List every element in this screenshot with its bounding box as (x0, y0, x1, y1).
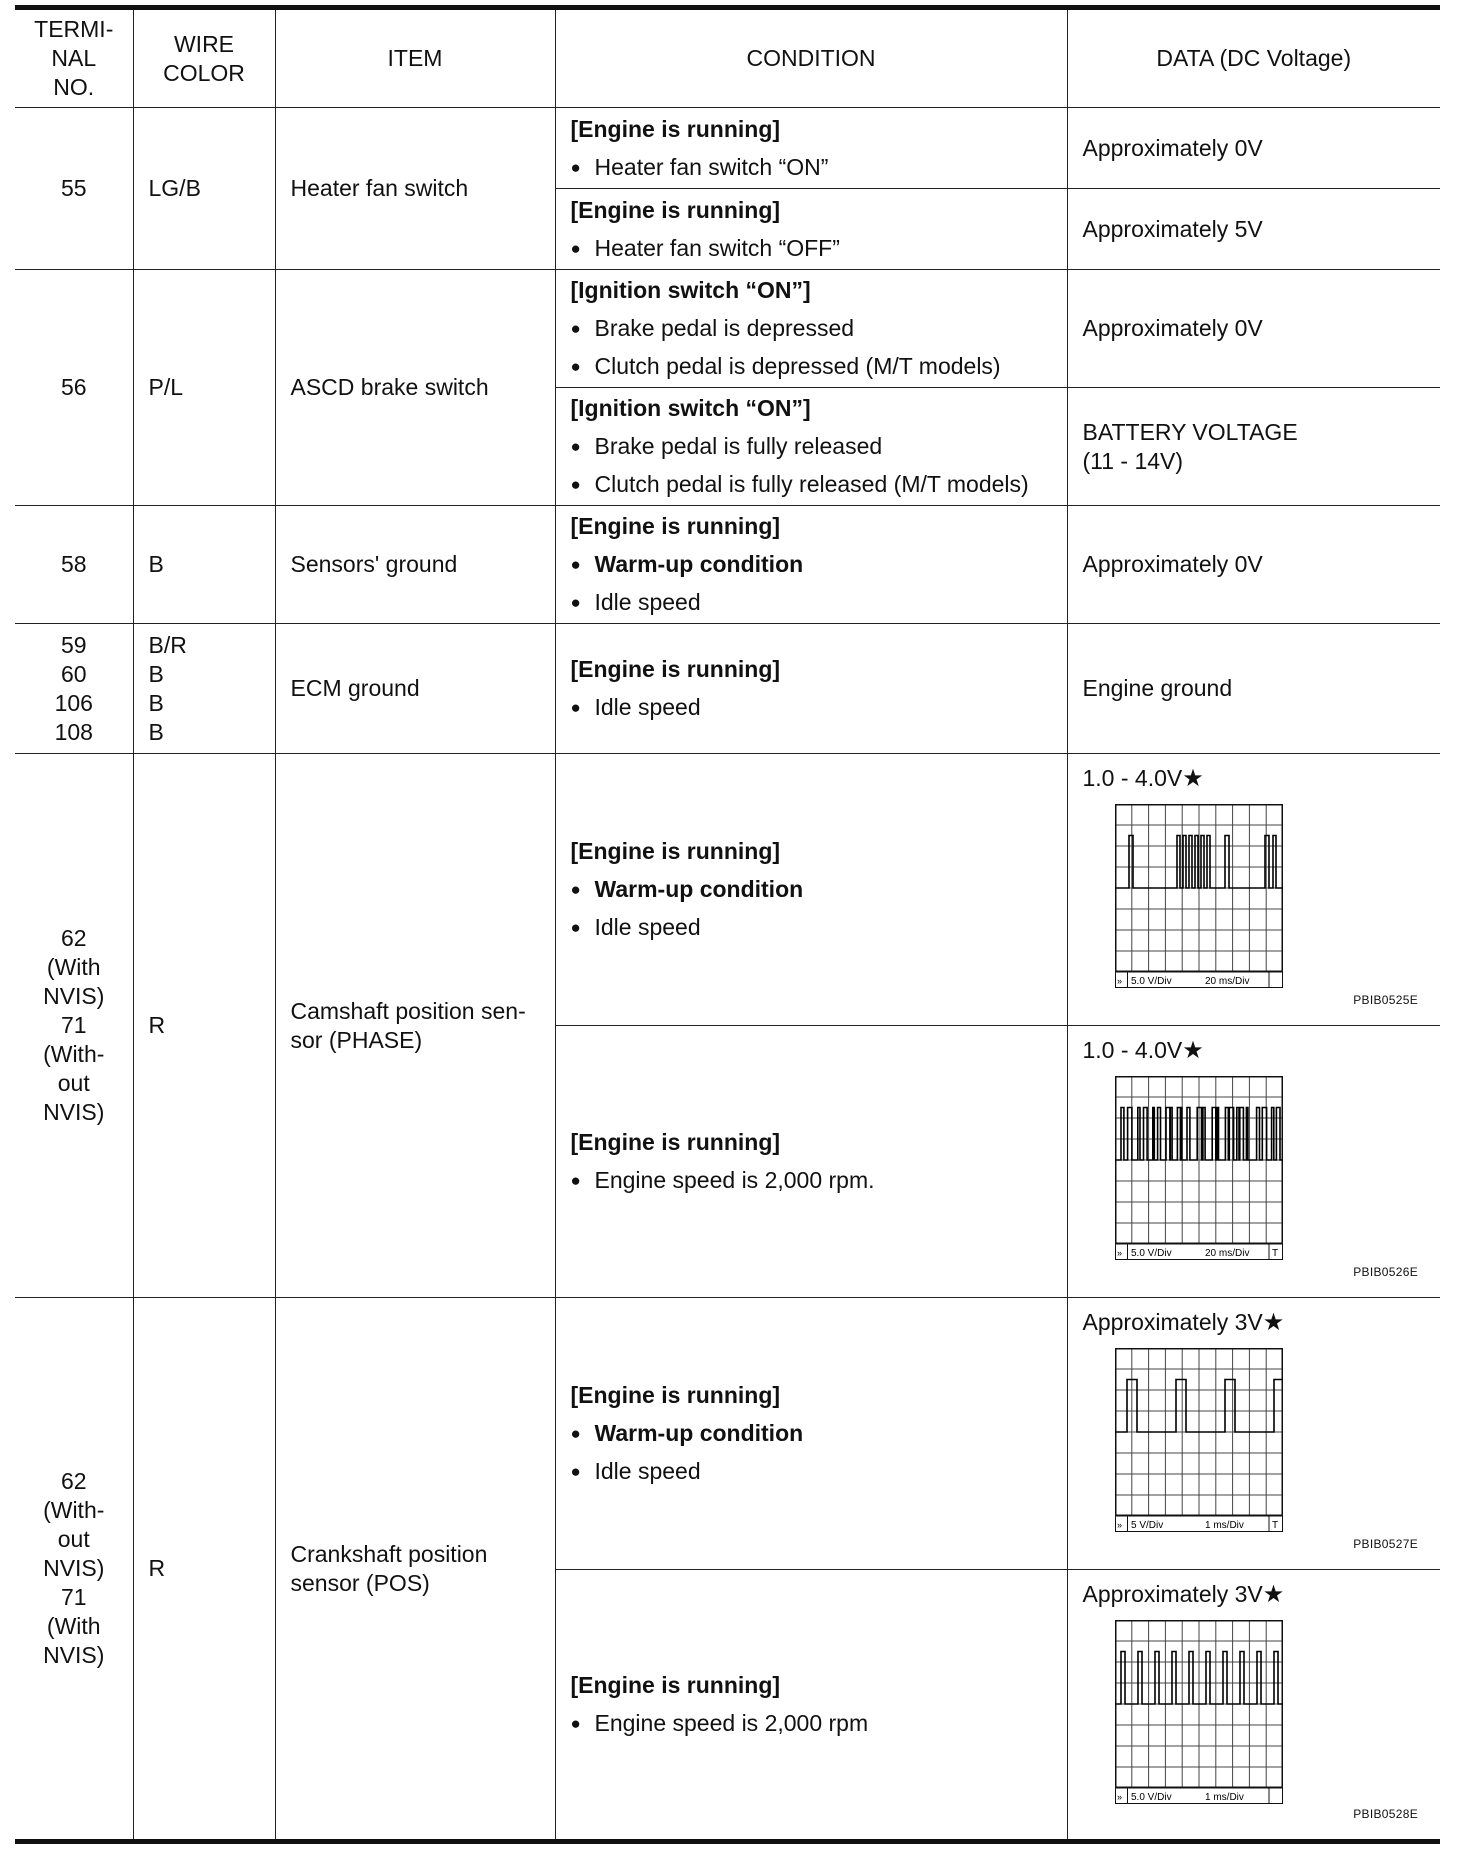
terminal-line: NVIS) (43, 1099, 105, 1125)
header-terminal-line: TERMI- (34, 16, 114, 42)
oscilloscope-waveform (1115, 1348, 1283, 1532)
oscilloscope-waveform (1115, 804, 1283, 988)
waveform-cell (1067, 1298, 1440, 1570)
table-row (15, 624, 1440, 754)
condition-cell (555, 388, 1067, 506)
terminal-line: out (57, 1526, 90, 1552)
star-icon: ★ (1262, 1581, 1285, 1608)
terminal-cell: 56 (15, 270, 133, 506)
item-line: Crankshaft position (290, 1540, 488, 1567)
header-terminal (15, 8, 133, 108)
scope-volt-scale: 5.0 V/Div (1130, 1248, 1172, 1259)
figure-reference: PBIB0527E (1353, 1537, 1418, 1551)
trigger-label: T (1271, 1520, 1278, 1531)
terminal-line: 60 (60, 660, 87, 687)
waveform-svg (1115, 1348, 1283, 1532)
item-cell (275, 754, 555, 1298)
condition-cell (555, 1026, 1067, 1298)
waveform-voltage (1083, 1308, 1285, 1337)
data-cell: Approximately 5V (1067, 189, 1440, 270)
condition-cell (555, 754, 1067, 1026)
waveform-svg (1115, 1076, 1283, 1260)
terminal-line: (With- (43, 1041, 105, 1067)
terminal-cell: 55 (15, 108, 133, 270)
data-line: BATTERY VOLTAGE (1082, 418, 1298, 445)
wire-color-cell (133, 624, 275, 754)
item-cell: Sensors' ground (275, 506, 555, 624)
condition-bullet: ● Warm-up condition (571, 875, 1057, 904)
waveform-voltage-value: Approximately 3V (1082, 1581, 1263, 1607)
waveform-voltage (1083, 764, 1204, 793)
condition-bullet: ● Brake pedal is fully released (571, 432, 1057, 461)
terminal-cell (15, 754, 133, 1298)
star-icon: ★ (1182, 1037, 1204, 1064)
data-cell: Approximately 0V (1067, 108, 1440, 189)
waveform-voltage (1083, 1036, 1204, 1065)
wire-line: B (148, 689, 164, 716)
condition-cell (555, 189, 1067, 270)
condition-heading: [Engine is running] (570, 1129, 781, 1155)
scope-volt-scale: 5.0 V/Div (1130, 1792, 1172, 1803)
figure-reference: PBIB0528E (1353, 1807, 1418, 1821)
waveform-cell (1067, 1026, 1440, 1298)
condition-heading: [Engine is running] (570, 1382, 781, 1408)
wire-line: B (148, 718, 164, 745)
waveform-cell (1067, 1570, 1440, 1842)
item-cell: ECM ground (275, 624, 555, 754)
terminal-cell (15, 1298, 133, 1842)
ecm-terminal-table (15, 5, 1440, 1844)
condition-bullet: ● Clutch pedal is fully released (M/T models) (571, 470, 1057, 499)
wire-line: B (148, 660, 164, 687)
wire-color-cell: B (133, 506, 275, 624)
terminal-line: NVIS) (43, 983, 105, 1009)
condition-heading: [Engine is running] (570, 196, 781, 223)
condition-heading: [Engine is running] (570, 656, 781, 682)
terminal-line: (With (46, 1613, 101, 1639)
table-row (15, 1298, 1440, 1570)
condition-heading: [Engine is running] (570, 513, 781, 539)
condition-cell (555, 624, 1067, 754)
condition-cell (555, 1298, 1067, 1570)
condition-bullet: ● Idle speed (571, 588, 1057, 617)
condition-cell (555, 1570, 1067, 1842)
terminal-line: 71 (60, 1584, 87, 1610)
figure-reference: PBIB0526E (1353, 1265, 1418, 1279)
condition-bullet: ● Warm-up condition (571, 1419, 1057, 1448)
header-wire-color (133, 8, 275, 108)
table-row (15, 270, 1440, 388)
condition-heading: [Ignition switch “ON”] (570, 277, 811, 303)
terminal-line: (With (46, 954, 101, 980)
double-chevron-glyph: » (1116, 976, 1122, 986)
wire-color-cell: P/L (133, 270, 275, 506)
oscilloscope-waveform (1115, 1076, 1283, 1260)
header-item: ITEM (275, 8, 555, 108)
waveform-voltage-value: Approximately 3V (1082, 1309, 1263, 1335)
data-cell: Engine ground (1067, 624, 1440, 754)
trigger-box (1269, 972, 1283, 988)
condition-cell (555, 108, 1067, 189)
data-cell: Approximately 0V (1067, 270, 1440, 388)
terminal-line: 108 (54, 718, 93, 745)
terminal-cell: 58 (15, 506, 133, 624)
terminal-line: NVIS) (43, 1642, 105, 1668)
star-icon: ★ (1182, 765, 1204, 792)
item-cell: Heater fan switch (275, 108, 555, 270)
condition-bullet: ● Engine speed is 2,000 rpm (571, 1709, 1057, 1738)
double-chevron-glyph: » (1116, 1248, 1122, 1258)
scope-time-scale: 20 ms/Div (1204, 1248, 1249, 1259)
scope-volt-scale: 5.0 V/Div (1130, 976, 1172, 987)
terminal-line: 62 (60, 1468, 87, 1494)
scope-time-scale: 20 ms/Div (1204, 976, 1249, 987)
header-wire-line: COLOR (163, 59, 245, 86)
condition-bullet: ● Idle speed (571, 1457, 1057, 1486)
table-row (15, 754, 1440, 1026)
star-icon: ★ (1262, 1309, 1285, 1336)
condition-bullet: ● Heater fan switch “ON” (571, 153, 1057, 182)
condition-heading: [Engine is running] (570, 115, 781, 142)
condition-heading: [Engine is running] (570, 838, 781, 864)
terminal-line: out (57, 1070, 90, 1096)
wire-color-cell: R (133, 1298, 275, 1842)
condition-heading: [Engine is running] (570, 1672, 781, 1698)
item-cell (275, 1298, 555, 1842)
header-terminal-line: NAL (51, 45, 97, 71)
terminal-cell (15, 624, 133, 754)
wire-color-cell: R (133, 754, 275, 1298)
condition-bullet: ● Idle speed (571, 693, 1057, 722)
condition-bullet: ● Brake pedal is depressed (571, 314, 1057, 343)
table-row (15, 108, 1440, 189)
item-line: sensor (POS) (290, 1569, 430, 1596)
data-cell: Approximately 0V (1067, 506, 1440, 624)
waveform-voltage-value: 1.0 - 4.0V (1082, 765, 1183, 791)
terminal-line: 106 (54, 689, 93, 716)
waveform-svg (1115, 1620, 1283, 1804)
item-cell: ASCD brake switch (275, 270, 555, 506)
condition-bullet: ● Clutch pedal is depressed (M/T models) (571, 352, 1057, 381)
condition-cell (555, 270, 1067, 388)
header-row (15, 8, 1440, 108)
terminal-line: 71 (60, 1012, 87, 1038)
condition-bullet: ● Warm-up condition (571, 550, 1057, 579)
condition-bullet: ● Idle speed (571, 913, 1057, 942)
terminal-line: NVIS) (43, 1555, 105, 1581)
scope-status-bar (1115, 972, 1282, 988)
scope-time-scale: 1 ms/Div (1204, 1520, 1244, 1531)
scope-volt-scale: 5 V/Div (1130, 1520, 1163, 1531)
condition-bullet: ● Heater fan switch “OFF” (571, 234, 1057, 263)
terminal-line: (With- (43, 1497, 105, 1523)
condition-heading: [Ignition switch “ON”] (570, 395, 811, 421)
data-cell (1067, 388, 1440, 506)
figure-reference: PBIB0525E (1353, 993, 1418, 1007)
double-chevron-glyph: » (1116, 1792, 1122, 1802)
item-line: sor (PHASE) (290, 1026, 423, 1053)
header-terminal-line: NO. (53, 74, 95, 100)
wire-color-cell: LG/B (133, 108, 275, 270)
header-data: DATA (DC Voltage) (1067, 8, 1440, 108)
trigger-label: T (1271, 1248, 1278, 1259)
scope-status-bar (1115, 1516, 1282, 1532)
waveform-voltage (1083, 1580, 1285, 1609)
waveform-svg (1115, 804, 1283, 988)
terminal-line: 62 (60, 925, 87, 951)
terminal-line: 59 (60, 631, 87, 658)
trigger-box (1269, 1788, 1283, 1804)
double-chevron-glyph: » (1116, 1520, 1122, 1530)
scope-time-scale: 1 ms/Div (1204, 1792, 1244, 1803)
data-line: (11 - 14V) (1082, 447, 1184, 474)
wire-line: B/R (148, 631, 187, 658)
condition-cell (555, 506, 1067, 624)
waveform-voltage-value: 1.0 - 4.0V (1082, 1037, 1183, 1063)
header-condition: CONDITION (555, 8, 1067, 108)
table-row (15, 506, 1440, 624)
waveform-cell (1067, 754, 1440, 1026)
scope-status-bar (1115, 1788, 1282, 1804)
condition-bullet: ● Engine speed is 2,000 rpm. (571, 1166, 1057, 1195)
oscilloscope-waveform (1115, 1620, 1283, 1804)
item-line: Camshaft position sen- (290, 997, 526, 1024)
scope-status-bar (1115, 1244, 1282, 1260)
header-wire-line: WIRE (173, 30, 235, 57)
